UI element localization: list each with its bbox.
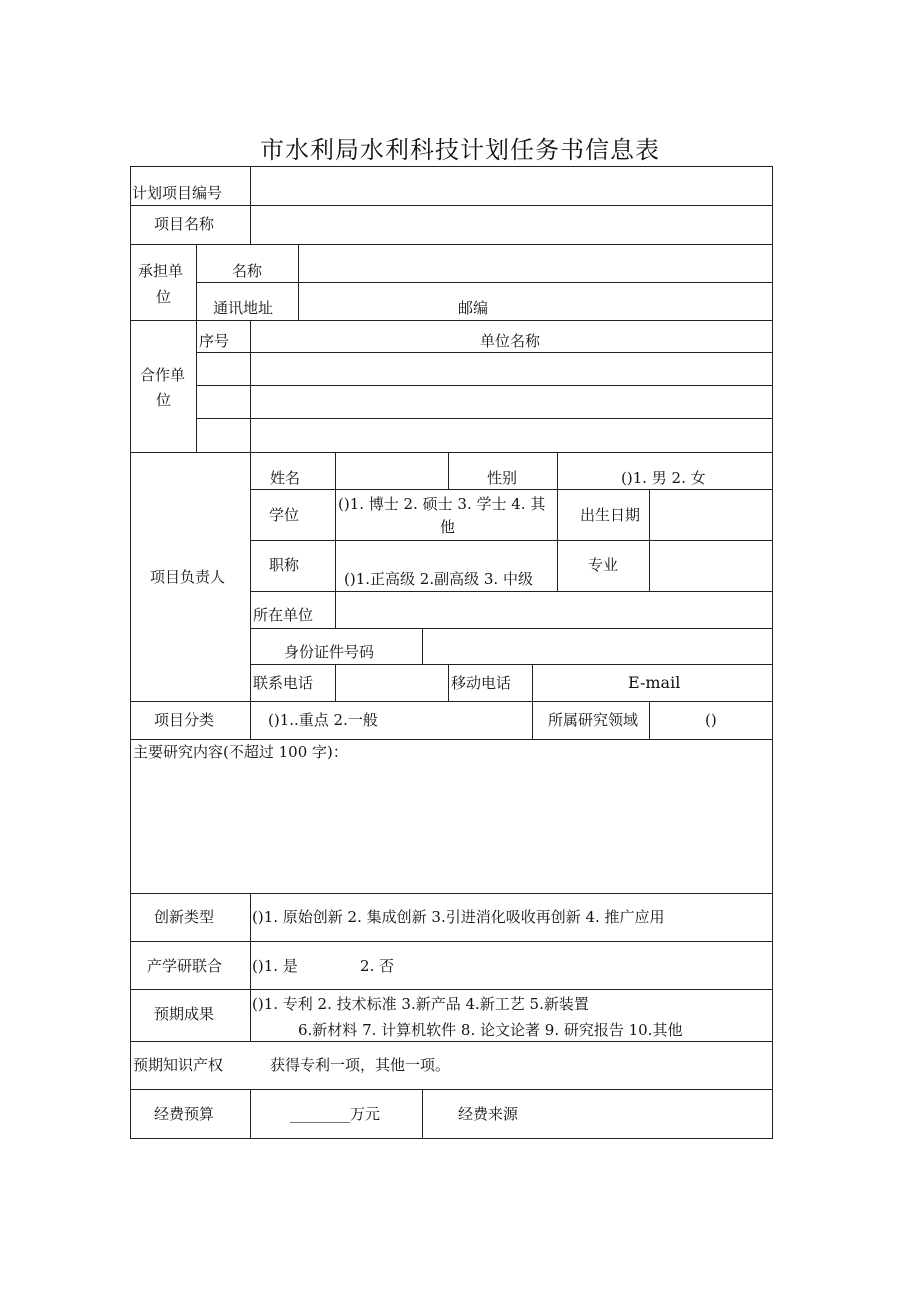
category-label: 项目分类 xyxy=(154,711,215,729)
undertaker-name-label: 名称 xyxy=(232,262,263,280)
research-content-label: 主要研究内容(不超过 100 字)： xyxy=(133,743,348,761)
research-content-field[interactable] xyxy=(132,765,770,891)
research-field-label: 所属研究领域 xyxy=(548,711,639,729)
partner-seq-header: 序号 xyxy=(199,332,230,350)
budget-amount[interactable]: ________万元 xyxy=(290,1105,381,1123)
innovation-label: 创新类型 xyxy=(154,908,215,926)
leader-email-label: E-mail xyxy=(628,673,681,692)
partner-label-line2: 位 xyxy=(156,391,172,409)
project-name-field[interactable] xyxy=(252,207,770,243)
plan-number-label: 计划项目编号 xyxy=(132,184,223,202)
iur-label: 产学研联合 xyxy=(147,957,223,975)
leader-id-label: 身份证件号码 xyxy=(284,643,375,661)
outcome-label: 预期成果 xyxy=(154,1005,215,1023)
leader-label: 项目负责人 xyxy=(150,568,226,586)
leader-name-label: 姓名 xyxy=(270,469,301,487)
budget-label: 经费预算 xyxy=(154,1105,215,1123)
innovation-options[interactable]: ()1. 原始创新 2. 集成创新 3.引进消化吸收再创新 4. 推广应用 xyxy=(252,908,665,926)
outcome-options-line1[interactable]: ()1. 专利 2. 技术标准 3.新产品 4.新工艺 5.新装置 xyxy=(252,995,589,1013)
leader-major-label: 专业 xyxy=(588,556,619,574)
leader-degree-label: 学位 xyxy=(269,506,300,524)
undertaker-name-field[interactable] xyxy=(300,246,770,281)
leader-degree-options-line2: 他 xyxy=(440,518,456,536)
undertaker-label-line2: 位 xyxy=(156,288,172,306)
iur-option-no[interactable]: 2. 否 xyxy=(360,957,395,975)
category-options[interactable]: ()1..重点 2.一般 xyxy=(268,711,378,729)
leader-degree-options-line1[interactable]: ()1. 博士 2. 硕士 3. 学士 4. 其 xyxy=(338,495,546,513)
leader-gender-label: 性别 xyxy=(487,469,518,487)
partner-label-line1: 合作单 xyxy=(140,366,186,384)
ip-text: 获得专利一项，其他一项。 xyxy=(270,1056,451,1074)
leader-phone-label: 联系电话 xyxy=(253,674,314,692)
outcome-options-line2[interactable]: 6.新材料 7. 计算机软件 8. 论文论著 9. 研究报告 10.其他 xyxy=(298,1021,683,1039)
undertaker-label-line1: 承担单 xyxy=(138,262,184,280)
page-title: 市水利局水利科技计划任务书信息表 xyxy=(260,136,660,164)
project-name-label: 项目名称 xyxy=(154,215,215,233)
leader-mobile-label: 移动电话 xyxy=(451,674,512,692)
leader-birth-label: 出生日期 xyxy=(580,506,641,524)
leader-unit-label: 所在单位 xyxy=(253,606,314,624)
iur-option-yes[interactable]: ()1. 是 xyxy=(252,957,298,975)
plan-number-field[interactable] xyxy=(252,168,770,204)
partner-unit-name-header: 单位名称 xyxy=(480,332,541,350)
leader-gender-options[interactable]: ()1. 男 2. 女 xyxy=(621,469,706,487)
leader-title-options[interactable]: ()1.正高级 2.副高级 3. 中级 xyxy=(344,570,533,588)
undertaker-postcode-label: 邮编 xyxy=(458,299,489,317)
ip-label: 预期知识产权 xyxy=(133,1056,224,1074)
budget-source-field[interactable] xyxy=(555,1091,770,1137)
leader-title-label: 职称 xyxy=(269,556,300,574)
undertaker-address-label: 通讯地址 xyxy=(213,299,274,317)
research-field-value[interactable]: () xyxy=(705,711,717,729)
budget-source-label: 经费来源 xyxy=(458,1105,519,1123)
